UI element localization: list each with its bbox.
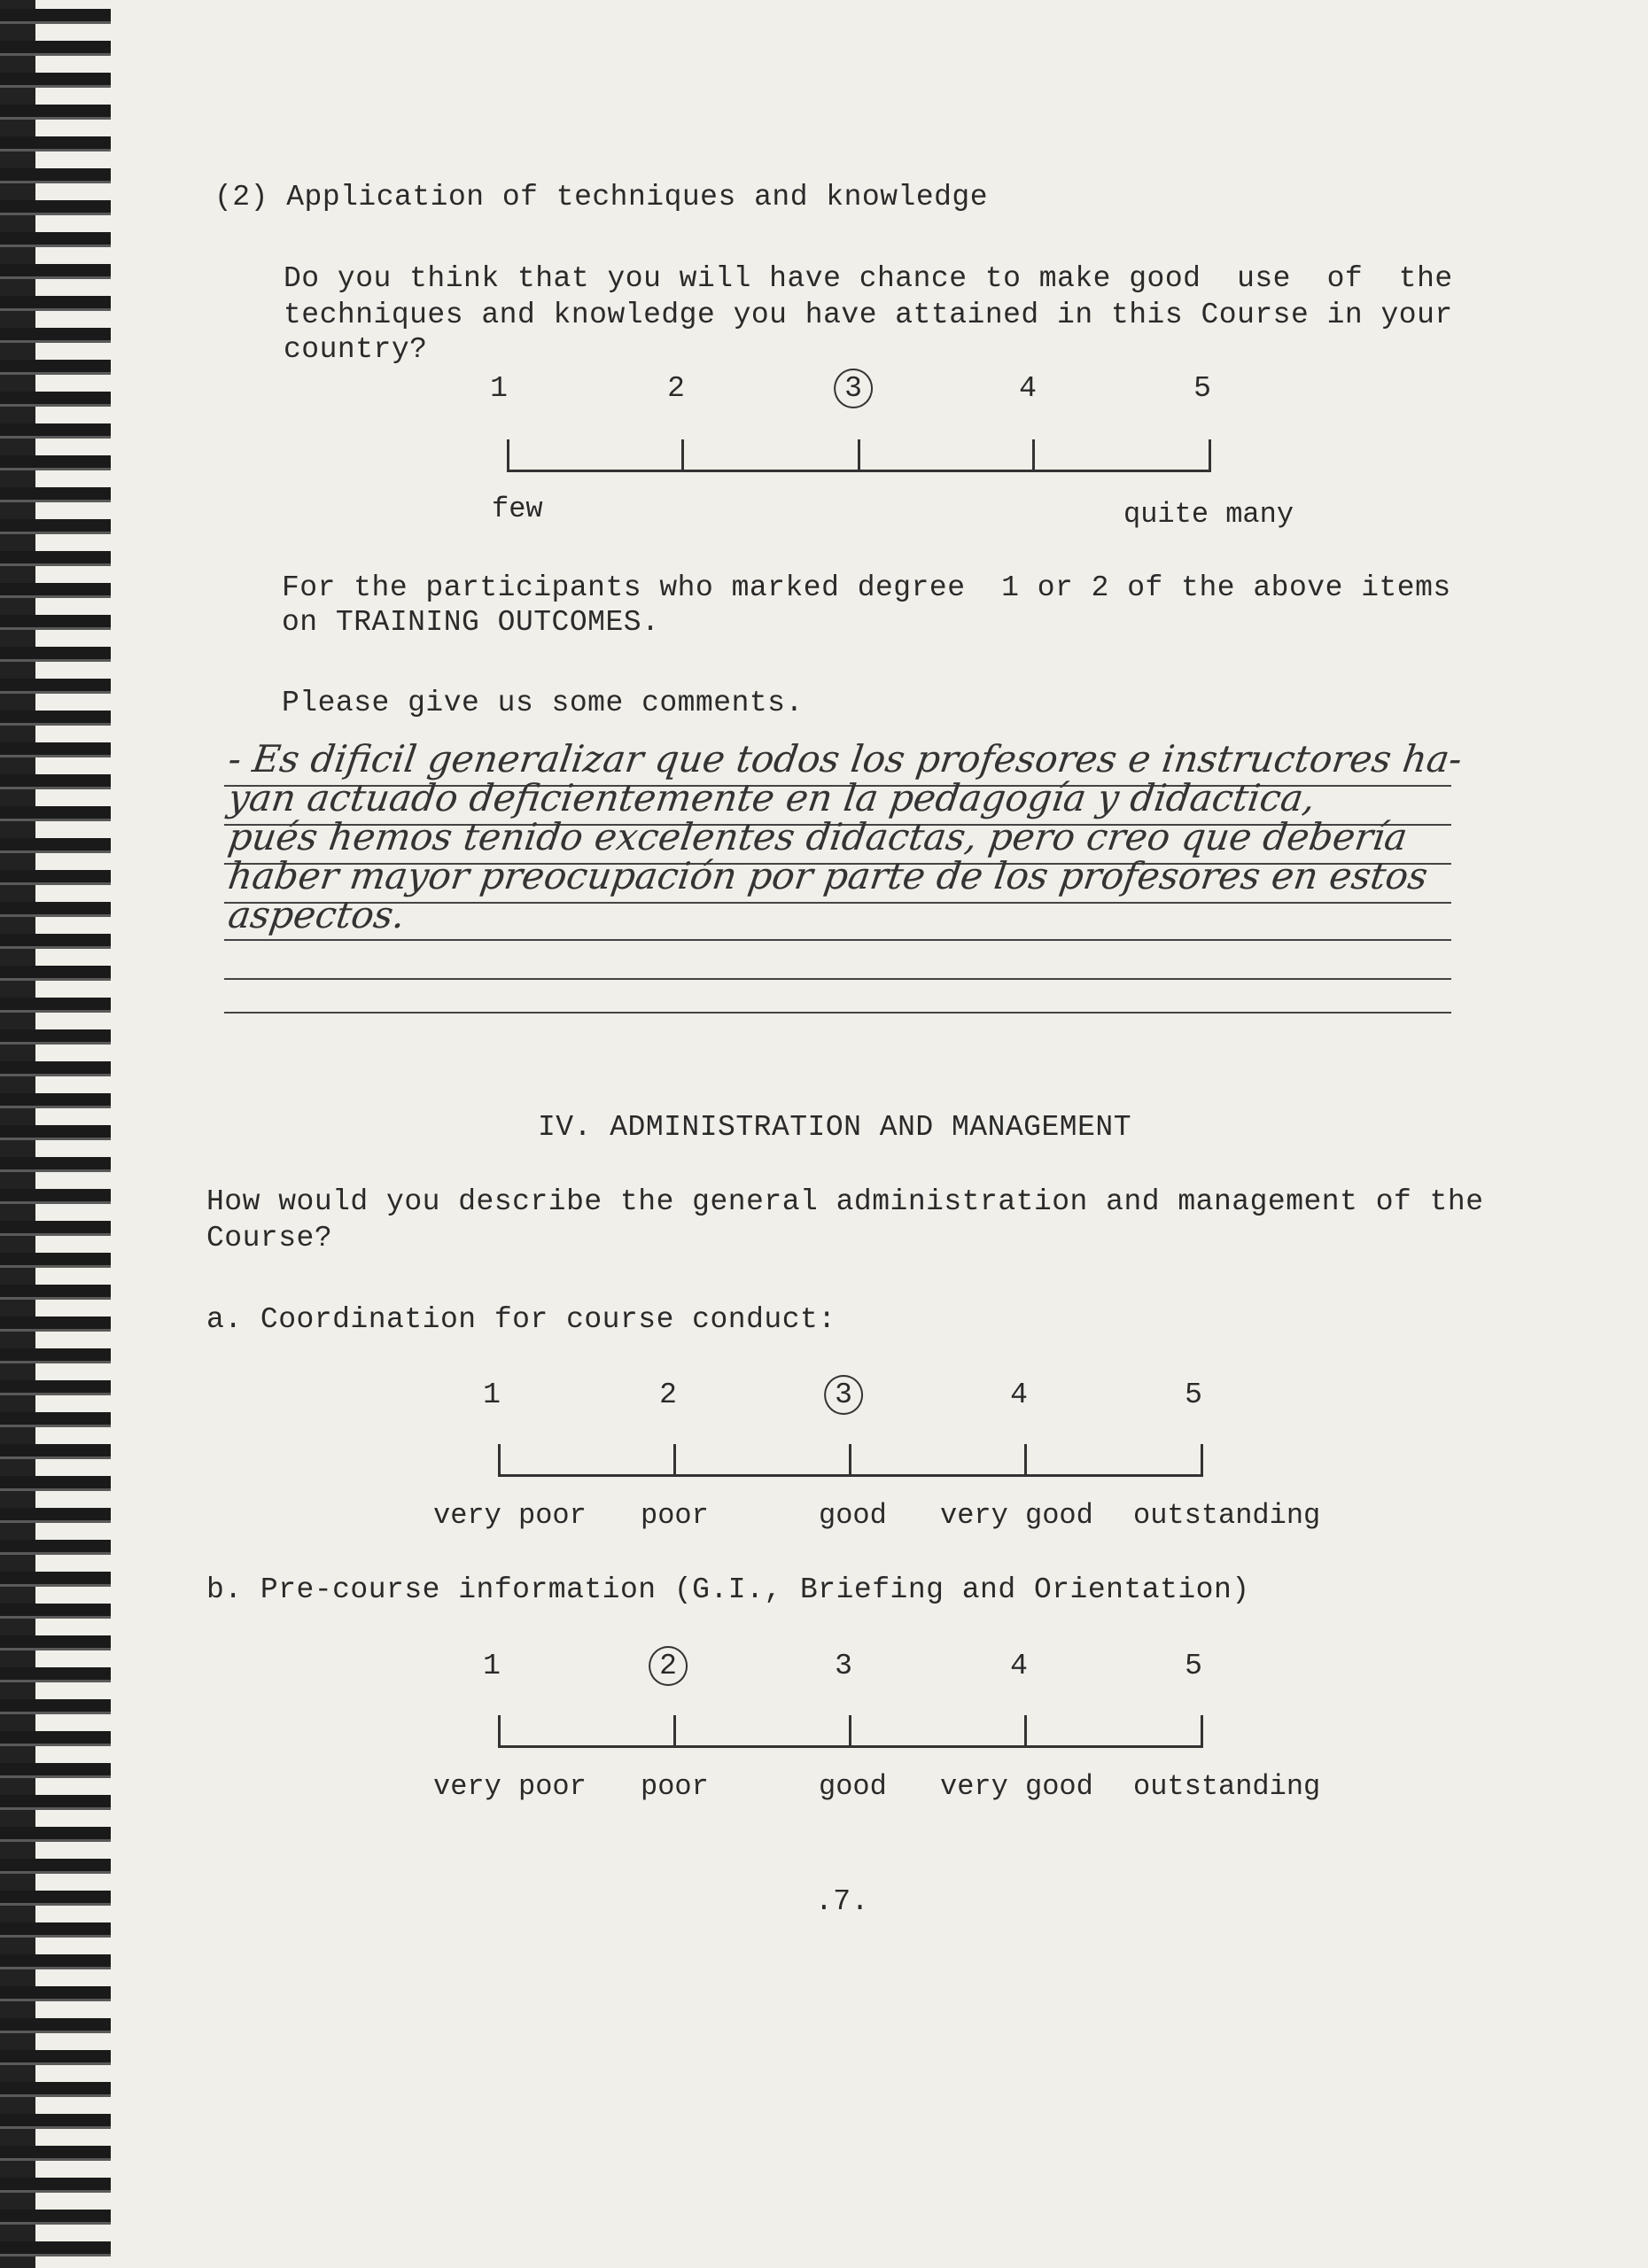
- handwritten-comment-line: yan actuado deficientemente en la pedagogía y didactica,: [225, 776, 1318, 819]
- scale-number: 1: [483, 1379, 501, 1411]
- scale-tick: [1201, 1444, 1203, 1476]
- scale-label: outstanding: [1133, 1499, 1321, 1532]
- handwritten-comment-line: - Es dificil generalizar que todos los profesores e instructores ha-: [225, 737, 1465, 781]
- scale-label: good: [819, 1770, 887, 1803]
- spiral-binding: [0, 0, 111, 2268]
- question-line: techniques and knowledge you have attained in this Course in your: [284, 299, 1453, 331]
- question-line: country?: [284, 333, 428, 366]
- scale-label: very good: [940, 1770, 1093, 1803]
- handwritten-comment-line: pués hemos tenido excelentes didactas, pero creo que debería: [225, 815, 1411, 858]
- scale-tick: [673, 1715, 676, 1747]
- note-line: on TRAINING OUTCOMES.: [282, 606, 660, 639]
- scale-tick: [1024, 1444, 1027, 1476]
- scale-number-selected[interactable]: 3: [834, 369, 873, 408]
- section-title: (2) Application of techniques and knowledge: [214, 181, 989, 214]
- scale-number: 5: [1193, 372, 1211, 405]
- scale-number: 4: [1010, 1650, 1028, 1682]
- item-label-coordination: a. Coordination for course conduct:: [206, 1303, 836, 1336]
- question-line: Course?: [206, 1222, 333, 1254]
- scale-number: 5: [1185, 1379, 1202, 1411]
- handwritten-comment-line: haber mayor preocupación por parte de los profesores en estos: [225, 854, 1431, 897]
- scale-label: very good: [940, 1499, 1093, 1532]
- comment-rule: [224, 1012, 1451, 1014]
- comments-prompt: Please give us some comments.: [282, 687, 804, 719]
- scale-tick: [673, 1444, 676, 1476]
- scale-number: 4: [1010, 1379, 1028, 1411]
- scale-label: poor: [641, 1770, 709, 1803]
- scale-number: 4: [1019, 372, 1037, 405]
- scale-tick: [1209, 439, 1211, 471]
- scale-number-selected[interactable]: 3: [824, 1375, 863, 1415]
- scale-number-selected[interactable]: 2: [649, 1646, 688, 1686]
- scale-number: 2: [667, 372, 685, 405]
- item-label-precourse: b. Pre-course information (G.I., Briefing and Orientation): [206, 1573, 1250, 1606]
- scale-tick: [858, 439, 860, 471]
- page-number: .7.: [815, 1885, 869, 1918]
- scale-tick: [1024, 1715, 1027, 1747]
- scale-tick: [849, 1444, 851, 1476]
- comment-rule: [224, 902, 1451, 904]
- handwritten-comment-line: aspectos.: [225, 893, 408, 936]
- scale-label: poor: [641, 1499, 709, 1532]
- scale-label: very poor: [433, 1770, 587, 1803]
- scale-number: 3: [835, 1650, 852, 1682]
- scale-left-label: few: [492, 493, 543, 525]
- question-line: Do you think that you will have chance to make good use of the: [284, 262, 1453, 295]
- note-line: For the participants who marked degree 1 or 2 of the above items: [282, 571, 1451, 604]
- scale-label: outstanding: [1133, 1770, 1321, 1803]
- scale-label: good: [819, 1499, 887, 1532]
- scale-tick: [849, 1715, 851, 1747]
- scale-tick: [507, 439, 509, 471]
- scale-right-label: quite many: [1123, 498, 1294, 531]
- scale-number: 1: [483, 1650, 501, 1682]
- scale-tick: [498, 1715, 501, 1747]
- section-heading: IV. ADMINISTRATION AND MANAGEMENT: [538, 1111, 1132, 1144]
- scale-label: very poor: [433, 1499, 587, 1532]
- scale-tick: [498, 1444, 501, 1476]
- scale-number: 1: [490, 372, 508, 405]
- scale-number: 2: [659, 1379, 677, 1411]
- comment-rule: [224, 978, 1451, 980]
- scale-number: 5: [1185, 1650, 1202, 1682]
- scale-tick: [1201, 1715, 1203, 1747]
- comment-rule: [224, 939, 1451, 941]
- scale-tick: [681, 439, 684, 471]
- question-line: How would you describe the general administration and management of the: [206, 1185, 1484, 1218]
- scale-tick: [1032, 439, 1035, 471]
